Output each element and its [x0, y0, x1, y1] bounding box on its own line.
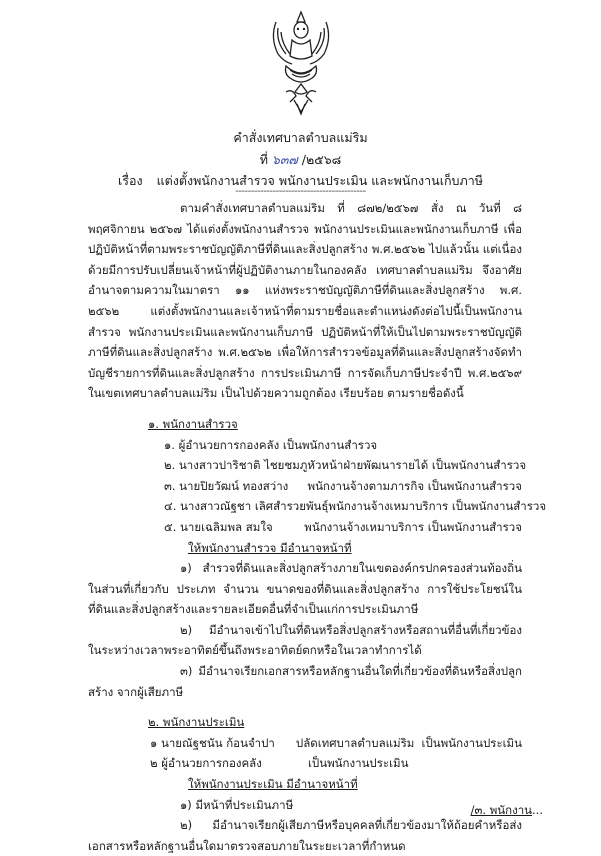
person-position: เป็นพนักงานประเมิน: [308, 756, 409, 771]
section1-heading: ๑. พนักงานสำรวจ: [148, 416, 238, 431]
person-role: พนักงานจ้างเหมาบริการ เป็นพนักงานสำรวจ: [304, 519, 522, 534]
section1-duties-heading: ให้พนักงานสำรวจ มีอำนาจหน้าที่: [188, 540, 352, 555]
handwritten-number: ๖๓๗: [271, 152, 298, 167]
person-name: ๒. นางสาวปาริชาติ ไชยชมภู: [164, 458, 308, 473]
person-name: ๒ ผู้อำนวยการกองคลัง: [150, 756, 262, 771]
section1-item: [88, 455, 527, 476]
section2-duties-heading: ให้พนักงานประเมิน มีอำนาจหน้าที่: [188, 777, 358, 792]
section2-item: [88, 753, 522, 774]
person-role: พนักงานจ้างตามภารกิจ เป็นพนักงานสำรวจ: [307, 478, 522, 493]
person-name: ๔. นางสาวณัฐชา เลิศสำรวยพันธุ์: [164, 499, 329, 514]
section1-item: [88, 496, 547, 517]
section2-duty: ๒) มีอำนาจเรียกผู้เสียภาษีหรือบุคคลที่เกี่ยวข้องมาให้ถ้อยคำหรือส่งเอกสารหรือหลักฐานอื่นใดมาตรวจสอบภายในระยะเวลาที่กำหนด: [88, 818, 522, 853]
issuer-title: คำสั่งเทศบาลตำบลแม่ริม: [233, 130, 368, 145]
number-prefix: ที่: [259, 152, 268, 167]
number-suffix: /๒๕๖๘: [301, 152, 342, 167]
order-number: [0, 150, 601, 170]
section2-heading: ๒. พนักงานประเมิน: [148, 715, 245, 730]
subject-label: เรื่อง: [118, 173, 143, 188]
garuda-emblem: [268, 8, 334, 116]
person-role: เป็นพนักงานประเมิน: [421, 735, 522, 750]
divider: ------------------------------------------: [235, 186, 366, 197]
continuation-text: /๓. พนักงาน: [470, 803, 533, 817]
intro-paragraph: ตามคำสั่งเทศบาลตำบลแม่ริม ที่ ๘๗๒/๒๕๖๗ สั่ง ณ วันที่ ๘ พฤศจิกายน ๒๕๖๗ ได้แต่งตั้งพนักงานสำรวจ พนักงานประเมินและพนักงานเก็บภาษี เพื่อปฏิบัติหน้าที่ตามพระราชบัญญัติภาษีที่ดินและสิ่งปลูกสร้าง พ.ศ.๒๕๖๒ ไปแล้วนั้น แต่เนื่องด้วยมีการปรับเปลี่ยนเจ้าหน้าที่ผู้ปฏิบัติงานภายในกองคลัง เทศบาลตำบลแม่ริม จึงอาศัยอำนาจตามความในมาตรา ๑๑ แห่งพระราชบัญญัติภาษีที่ดินและสิ่งปลูกสร้าง พ.ศ. ๒๕๖๒ แต่งตั้งพนักงานและเจ้าหน้าที่ตามรายชื่อและตำแหน่งดังต่อไปนี้เป็นพนักงานสำรวจ พนักงานประเมินและพนักงานเก็บภาษี ปฏิบัติหน้าที่ให้เป็นไปตามพระราชบัญญัติภาษีที่ดินและสิ่งปลูกสร้าง พ.ศ.๒๕๖๒ เพื่อให้การสำรวจข้อมูลที่ดินและสิ่งปลูกสร้างจัดทำบัญชีรายการที่ดินและสิ่งปลูกสร้าง การประเมินภาษี การจัดเก็บภาษีประจำปี พ.ศ.๒๕๖๙ ในเขตเทศบาลตำบลแม่ริม เป็นไปด้วยความถูกต้อง เรียบร้อย ตามรายชื่อดังนี้: [88, 201, 522, 401]
person-name: ๓. นายปิยวัฒน์ ทองสว่าง: [164, 478, 289, 493]
person-role: พนักงานจ้างเหมาบริการ เป็นพนักงานสำรวจ: [328, 499, 547, 514]
document-body: [88, 198, 547, 856]
subject-text: แต่งตั้งพนักงานสำรวจ พนักงานประเมิน และพนักงานเก็บภาษี: [156, 173, 483, 188]
person-role: หัวหน้าฝ่ายพัฒนารายได้ เป็นพนักงานสำรวจ: [307, 458, 527, 473]
continuation-dots: ...: [532, 803, 543, 817]
section1-item: [88, 517, 522, 538]
continuation-marker: [471, 802, 543, 820]
section2-duty: ๑) มีหน้าที่ประเมินภาษี: [180, 797, 294, 812]
person-position: ปลัดเทศบาลตำบลแม่ริม: [295, 735, 415, 750]
person-name: ๕. นายเฉลิมพล สมใจ: [164, 519, 273, 534]
section2-item: [88, 733, 522, 754]
person-name: ๑ นายณัฐชนัน ก้อนจำปา: [150, 735, 275, 750]
section1-item: ๑. ผู้อำนวยการกองคลัง เป็นพนักงานสำรวจ: [164, 437, 378, 452]
section1-item: [88, 476, 522, 497]
section1-duty: ๑) สำรวจที่ดินและสิ่งปลูกสร้างภายในเขตองค์กรปกครองส่วนท้องถิ่นในส่วนที่เกี่ยวกับ ประเภท จำนวน ขนาดของที่ดินและสิ่งปลูกสร้าง การใช้ประโยชน์ในที่ดินและสิ่งปลูกสร้างและรายละเอียดอื่นที่จำเป็นแก่การประเมินภาษี: [88, 561, 522, 617]
section1-duty: ๒) มีอำนาจเข้าไปในที่ดินหรือสิ่งปลูกสร้างหรือสถานที่อื่นที่เกี่ยวข้องในระหว่างเวลาพระอาทิตย์ขึ้นถึงพระอาทิตย์ตกหรือในเวลาทำการได้: [88, 622, 522, 658]
section1-duty: ๓) มีอำนาจเรียกเอกสารหรือหลักฐานอื่นใดที่เกี่ยวข้องที่ดินหรือสิ่งปลูกสร้าง จากผู้เสียภาษี: [88, 664, 522, 699]
